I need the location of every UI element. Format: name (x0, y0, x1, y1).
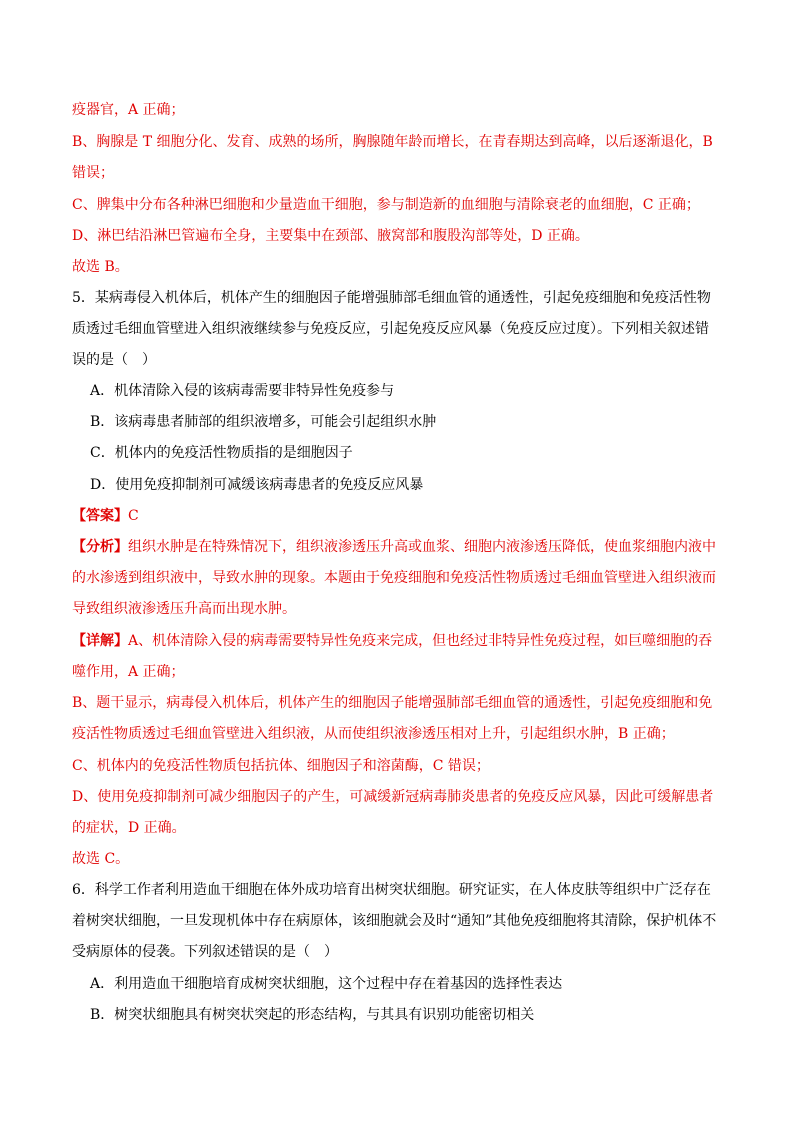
question-5-conclusion: 故选 C。 (72, 851, 130, 867)
question-5-analysis (72, 532, 722, 625)
analysis-text: 组织水肿是在特殊情况下，组织液渗透压升高或血浆、细胞内液渗透压降低，使血浆细胞内液中的水渗透到组织液中，导致水肿的现象。本题由于免疫细胞和免疫活性物质透过毛细血管壁进入组织液而导致组织液渗透压升高而出现水肿。 (72, 539, 716, 617)
analysis-tag: 【分析】 (72, 539, 128, 555)
question-5-option-d: D．使用免疫抑制剂可减缓该病毒患者的免疫反应风暴 (90, 477, 424, 493)
question-5-detail-c: C、机体内的免疫活性物质包括抗体、细胞因子和溶菌酶，C 错误； (72, 758, 490, 774)
question-6-stem: 6．科学工作者利用造血干细胞在体外成功培育出树突状细胞。研究证实，在人体皮肤等组织中广泛存在着树突状细胞，一旦发现机体中存在病原体，该细胞就会及时“通知”其他免疫细胞将其清除，保护机体不受病原体的侵袭。下列叙述错误的是（ ） (72, 882, 717, 960)
question-5-option-b: B．该病毒患者肺部的组织液增多，可能会引起组织水肿 (90, 414, 437, 430)
question-5-option-c: C．机体内的免疫活性物质指的是细胞因子 (90, 445, 353, 461)
prev-conclusion: 故选 B。 (72, 259, 129, 275)
question-5-detail-d: D、使用免疫抑制剂可减少细胞因子的产生，可减缓新冠病毒肺炎患者的免疫反应风暴，因此可缓解患者的症状，D 正确。 (72, 789, 714, 836)
question-5-detail-b: B、题干显示，病毒侵入机体后，机体产生的细胞因子能增强肺部毛细血管的通透性，引起免疫细胞和免疫活性物质透过毛细血管壁进入组织液，从而使组织液渗透压相对上升，引起组织水肿，B 正确； (72, 695, 713, 742)
question-5-option-a: A．机体清除入侵的该病毒需要非特异性免疫参与 (90, 383, 395, 399)
question-5-detail-a (72, 626, 722, 688)
detail-tag: 【详解】 (72, 633, 128, 649)
question-5-answer (72, 501, 722, 532)
question-6-option-a: A．利用造血干细胞培育成树突状细胞，这个过程中存在着基因的选择性表达 (90, 976, 563, 992)
detail-a-text: A、机体清除入侵的病毒需要特异性免疫来完成，但也经过非特异性免疫过程，如巨噬细胞的吞噬作用，A 正确； (72, 633, 713, 680)
prev-explanation-c: C、脾集中分布各种淋巴细胞和少量造血干细胞，参与制造新的血细胞与清除衰老的血细胞，C 正确； (72, 197, 700, 213)
question-6-option-b: B．树突状细胞具有树突状突起的形态结构，与其具有识别功能密切相关 (90, 1007, 535, 1023)
question-5-stem: 5．某病毒侵入机体后，机体产生的细胞因子能增强肺部毛细血管的通透性，引起免疫细胞和免疫活性物质透过毛细血管壁进入组织液继续参与免疫反应，引起免疫反应风暴（免疫反应过度）。下列相关叙述错误的是（ ） (72, 290, 711, 368)
prev-explanation-b: B、胸腺是 T 细胞分化、发育、成熟的场所，胸腺随年龄而增长，在青春期达到高峰，以后逐渐退化，B 错误； (72, 134, 713, 181)
answer-value: C (128, 508, 139, 524)
prev-explanation-a-cont: 疫器官，A 正确； (72, 102, 185, 118)
answer-tag: 【答案】 (72, 508, 128, 524)
prev-explanation-d: D、淋巴结沿淋巴管遍布全身，主要集中在颈部、腋窝部和腹股沟部等处，D 正确。 (72, 228, 589, 244)
